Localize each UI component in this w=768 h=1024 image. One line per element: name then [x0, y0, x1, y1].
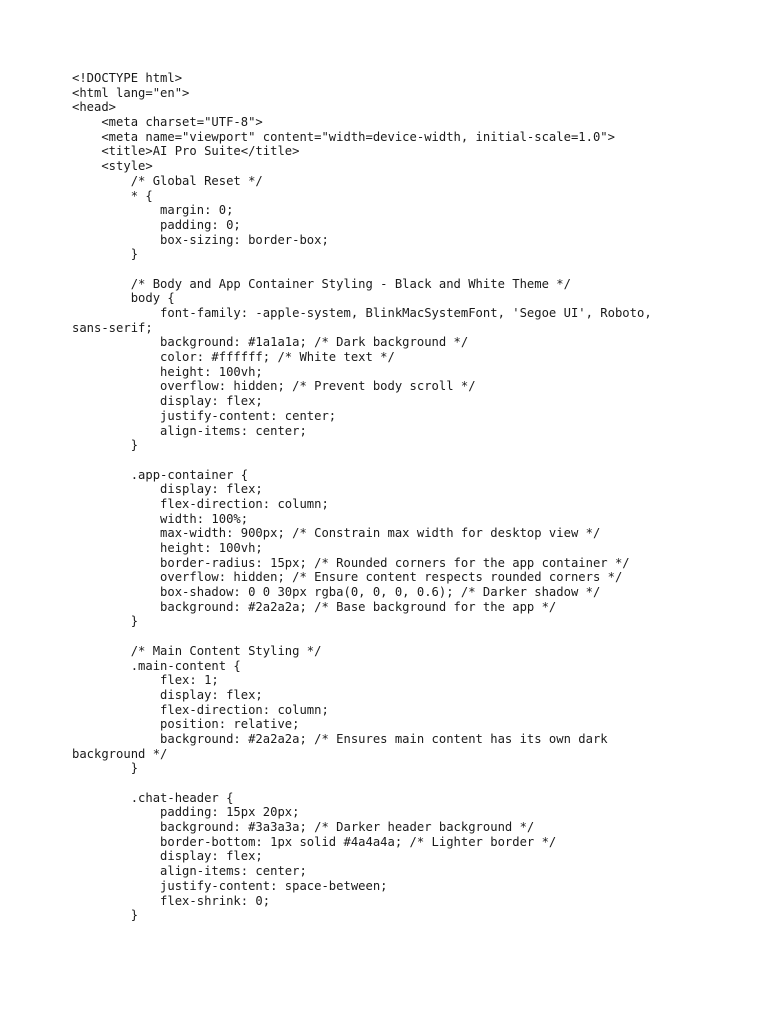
code-line: .app-container { — [72, 467, 249, 482]
code-line: max-width: 900px; /* Constrain max width for desktop view */ — [72, 526, 601, 541]
code-line: flex-shrink: 0; — [72, 893, 271, 908]
code-line: box-sizing: border-box; — [72, 232, 329, 247]
code-line: /* Global Reset */ — [72, 173, 263, 188]
code-line: width: 100%; — [72, 511, 249, 526]
code-line: background */ — [72, 746, 168, 761]
code-line: display: flex; — [72, 849, 263, 864]
code-line: body { — [72, 291, 175, 306]
code-line: } — [72, 438, 139, 453]
code-line: justify-content: center; — [72, 408, 337, 423]
code-line: } — [72, 761, 139, 776]
code-line: margin: 0; — [72, 203, 234, 218]
code-line: border-radius: 15px; /* Rounded corners for the app container */ — [72, 555, 630, 570]
code-line: display: flex; — [72, 482, 263, 497]
code-line: sans-serif; — [72, 320, 153, 335]
code-line: } — [72, 614, 139, 629]
code-line: <style> — [72, 159, 153, 174]
code-line: background: #3a3a3a; /* Darker header background */ — [72, 820, 535, 835]
code-line: /* Main Content Styling */ — [72, 643, 322, 658]
code-line: font-family: -apple-system, BlinkMacSystemFont, 'Segoe UI', Roboto, — [72, 306, 652, 320]
code-line: position: relative; — [72, 717, 300, 732]
code-line: height: 100vh; — [72, 364, 263, 379]
code-line: display: flex; — [72, 394, 263, 409]
code-line: <meta charset="UTF-8"> — [72, 115, 263, 130]
code-line: align-items: center; — [72, 864, 307, 879]
code-line: <meta name="viewport" content="width=device-width, initial-scale=1.0"> — [72, 129, 615, 144]
code-line: background: #1a1a1a; /* Dark background */ — [72, 335, 469, 350]
code-line: <head> — [72, 100, 117, 115]
code-line: flex-direction: column; — [72, 702, 329, 717]
code-line: <!DOCTYPE html> — [72, 71, 183, 85]
code-line: <html lang="en"> — [72, 85, 190, 100]
code-line — [72, 629, 712, 644]
code-line — [72, 262, 712, 277]
code-line: height: 100vh; — [72, 541, 263, 555]
code-line — [72, 453, 712, 468]
code-line: .chat-header { — [72, 790, 234, 805]
code-line: background: #2a2a2a; /* Base background for the app */ — [72, 599, 557, 614]
code-line: .main-content { — [72, 658, 241, 673]
code-line: justify-content: space-between; — [72, 878, 388, 893]
code-line: align-items: center; — [72, 423, 307, 438]
code-line: flex: 1; — [72, 673, 219, 688]
code-line — [72, 776, 712, 791]
code-line: /* Body and App Container Styling - Black and White Theme */ — [72, 276, 571, 291]
code-line: <title>AI Pro Suite</title> — [72, 144, 300, 159]
code-line: flex-direction: column; — [72, 496, 329, 511]
code-line: padding: 15px 20px; — [72, 805, 300, 820]
code-line: } — [72, 908, 139, 923]
code-line: border-bottom: 1px solid #4a4a4a; /* Lighter border */ — [72, 834, 557, 849]
code-line: display: flex; — [72, 687, 263, 702]
code-line: background: #2a2a2a; /* Ensures main content has its own dark — [72, 731, 608, 746]
code-line: * { — [72, 188, 153, 203]
code-line: overflow: hidden; /* Prevent body scroll */ — [72, 379, 476, 394]
code-line: padding: 0; — [72, 217, 241, 232]
code-line: box-shadow: 0 0 30px rgba(0, 0, 0, 0.6); /* Darker shadow */ — [72, 585, 601, 600]
code-line: overflow: hidden; /* Ensure content respects rounded corners */ — [72, 570, 623, 585]
code-line: color: #ffffff; /* White text */ — [72, 350, 395, 365]
code-line: } — [72, 247, 139, 262]
code-block — [72, 71, 712, 923]
